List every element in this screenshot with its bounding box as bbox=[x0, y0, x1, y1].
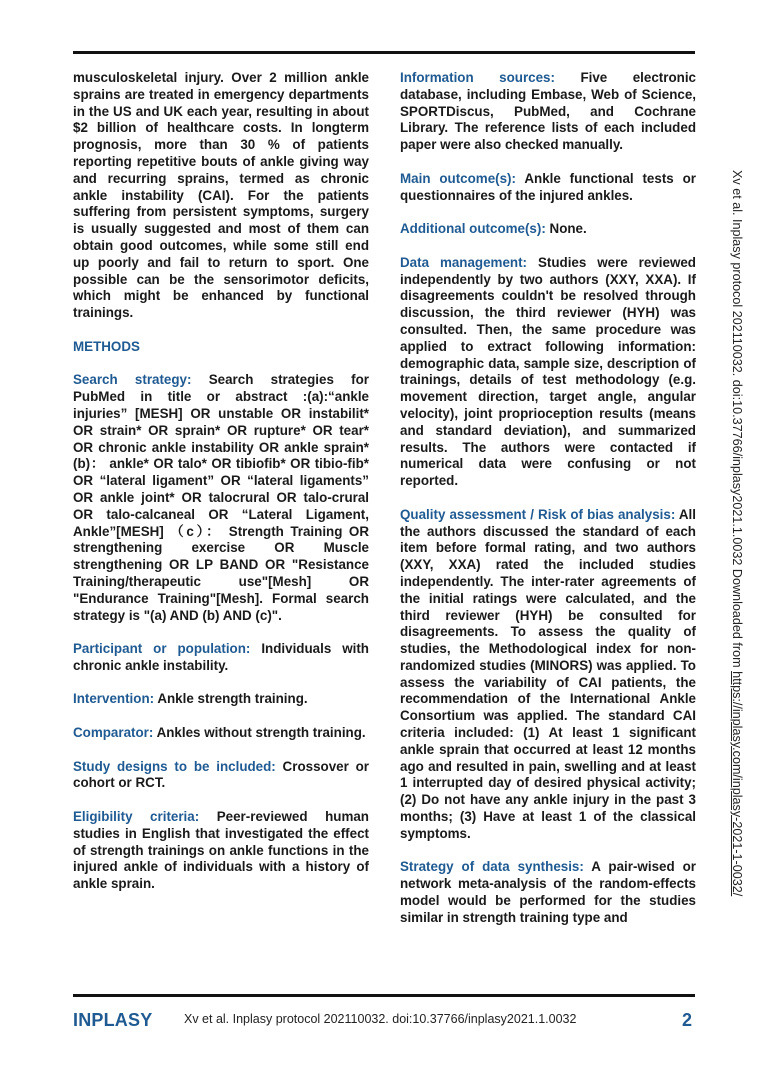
section-quality-assessment bbox=[400, 507, 696, 843]
section-label: Information sources: bbox=[400, 70, 555, 85]
section-text: Studies were reviewed independently by two authors (XXY, XXA). If disagreements couldn't be resolved through discussion, the third reviewer (HYH) was consulted. Then, the same procedure was applied to extract following information: demographic data, sample size, description of trainings, details of test methodology (e.g. movement direction, target angle, angular velocity), joint proprioception results (means and standard deviation), and summarized results. The authors were contacted if numerical data were confusing or not reported. bbox=[400, 254, 696, 489]
section-label: Main outcome(s): bbox=[400, 170, 516, 186]
footer-citation: Xv et al. Inplasy protocol 202110032. doi:10.37766/inplasy2021.1.0032 bbox=[184, 1012, 577, 1026]
intro-paragraph: musculoskeletal injury. Over 2 million ankle sprains are treated in emergency departments in the US and UK each year, resulting in about $2 billion of healthcare costs. In longterm prognosis, more than 30 % of patients reporting repetitive bouts of ankle giving way and recurring sprains, termed as chronic ankle instability (CAI). For the patients suffering from persistent symptoms, surgery is usually suggested and most of them can obtain good outcomes, while some still end up poorly and fail to return to sport. One possible can be the sensorimotor deficits, which might be enhanced by functional trainings. bbox=[73, 70, 369, 321]
section-eligibility bbox=[73, 809, 369, 893]
side-citation-text: Xv et al. Inplasy protocol 202110032. doi:10.37766/inplasy2021.1.0032 Downloaded from bbox=[730, 170, 744, 672]
download-link[interactable]: https://inplasy.com/inplasy-2021-1-0032/ bbox=[730, 671, 744, 897]
section-text: Ankles without strength training. bbox=[153, 725, 366, 741]
methods-heading: METHODS bbox=[73, 338, 140, 354]
section-text: None. bbox=[545, 221, 587, 237]
right-column bbox=[400, 70, 696, 943]
section-comparator bbox=[73, 725, 369, 742]
section-text: Ankle strength training. bbox=[154, 691, 308, 707]
section-label: Strategy of data synthesis: bbox=[400, 859, 584, 875]
section-label: Comparator: bbox=[73, 725, 154, 741]
section-intervention bbox=[73, 691, 369, 708]
section-label: Eligibility criteria: bbox=[73, 809, 200, 825]
page-number: 2 bbox=[682, 1010, 693, 1030]
section-text: A pair-wised or network meta-analysis of the random-effects model would be performed for the studies similar in strength training type and bbox=[400, 859, 696, 925]
section-label: Search strategy: bbox=[73, 372, 192, 388]
section-main-outcomes bbox=[400, 171, 696, 205]
section-search-strategy bbox=[73, 372, 369, 624]
section-text: All the authors discussed the standard of each item before formal rating, and two authors (XXY, XXA) rated the included studies independently. The inter-rater agreements of the initial ratings were calculated, and the third reviewer (HYH) be consulted for disagreements. To assess the quality of studies, the Methodological index for non-randomized studies (MINORS) was applied. To assess the variability of CAI patients, the recommendation of the International Ankle Consortium was applied. The standard CAI criteria included: (1) At least 1 significant ankle sprain that occurred at least 12 months ago and resulted in pain, swelling and at least 1 interrupted day of desired physical activity; (2) Do not have any ankle injury in the past 3 months; (3) Have at least 1 of the classical symptoms. bbox=[400, 506, 696, 841]
section-label: Participant or population: bbox=[73, 641, 251, 657]
section-text: Peer-reviewed human studies in English that investigated the effect of strength trainings on ankle functions in the injured ankle of individuals with a history of ankle sprain. bbox=[73, 809, 369, 892]
header-rule bbox=[73, 51, 695, 54]
section-participant bbox=[73, 641, 369, 675]
section-text: Ankle functional tests or questionnaires of the injured ankles. bbox=[400, 170, 696, 203]
section-text: Individuals with chronic ankle instability. bbox=[73, 641, 369, 673]
section-label: Quality assessment / Risk of bias analysis: bbox=[400, 506, 676, 522]
footer-brand-logo: INPLASY bbox=[73, 1010, 153, 1030]
section-label: Intervention: bbox=[73, 691, 155, 707]
section-data-synthesis bbox=[400, 859, 696, 926]
section-text: Crossover or cohort or RCT. bbox=[73, 758, 369, 791]
section-text: Five electronic database, including Embase, Web of Science, SPORTDiscus, PubMed, and Cochrane Library. The reference lists of each included paper were also checked manually. bbox=[400, 70, 696, 153]
section-label: Additional outcome(s): bbox=[400, 221, 546, 237]
section-label: Study designs to be included: bbox=[73, 758, 276, 774]
side-citation-note bbox=[730, 170, 744, 950]
section-additional-outcomes bbox=[400, 221, 696, 238]
section-text: Search strategies for PubMed in title or abstract :(a):“ankle injuries” [MESH] OR unstable OR instabilit* OR strain* OR sprain* OR rupture* OR tear* OR chronic ankle instability OR ankle sprain* (b)： ankle* OR talo* OR tibiofib* OR tibio-fib* OR “lateral ligament” OR “lateral ligaments” OR ankle joint* OR talocrural OR talo-crural OR talo-calcaneal OR “Lateral Ligament, Ankle”[MESH] （c）： Strength Training OR strengthening exercise OR Muscle strengthening OR LP BAND OR "Resistance Training/therapeutic use"[Mesh] OR "Endurance Training"[Mesh]. Formal search strategy is "(a) AND (b) AND (c)". bbox=[73, 372, 369, 623]
section-label: Data management: bbox=[400, 254, 528, 270]
section-information-sources bbox=[400, 70, 696, 154]
left-column bbox=[73, 70, 369, 910]
section-data-management bbox=[400, 255, 696, 490]
footer-rule bbox=[73, 994, 695, 997]
section-study-designs bbox=[73, 759, 369, 793]
